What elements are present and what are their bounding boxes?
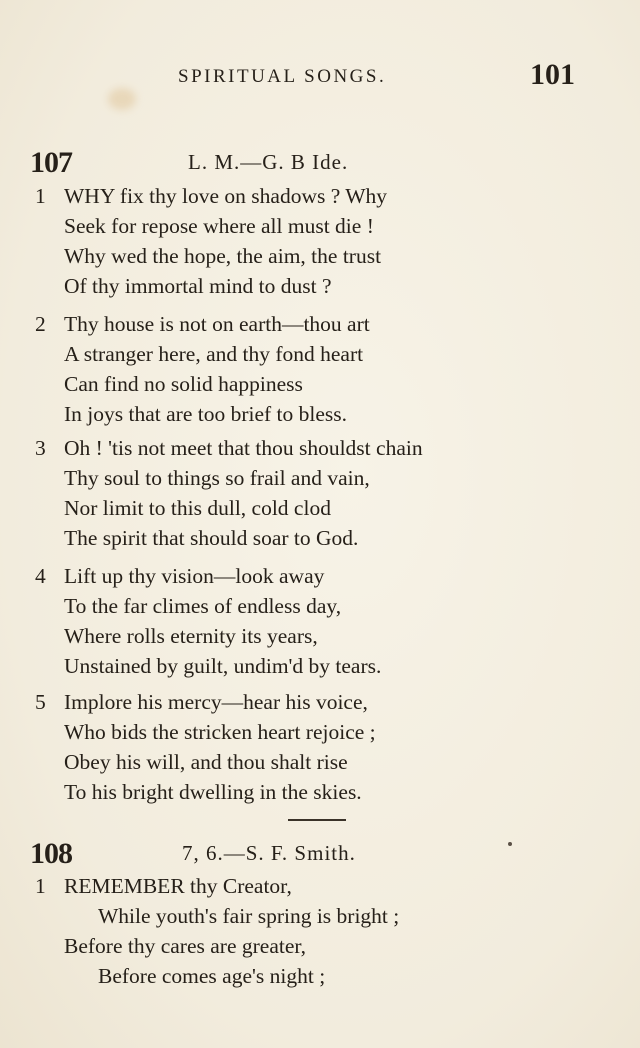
verse-line xyxy=(30,777,610,807)
verse-line xyxy=(30,433,610,463)
hymn-number: 108 xyxy=(30,837,72,870)
hymn-107-heading xyxy=(30,146,630,180)
verse-line-text: Can find no solid happiness xyxy=(64,372,303,396)
verse-number: 4 xyxy=(35,564,46,588)
hymn-meter-author: L. M.—G. B Ide. xyxy=(188,150,349,174)
verse-line-text: Before comes age's night ; xyxy=(98,964,326,988)
verse-line-text: Thy soul to things so frail and vain, xyxy=(64,466,370,490)
verse-line-text: While youth's fair spring is bright ; xyxy=(98,904,400,928)
section-divider xyxy=(288,819,346,821)
verse-line xyxy=(30,931,610,961)
verse-line-text: Who bids the stricken heart rejoice ; xyxy=(64,720,376,744)
hymn-107-verse-1 xyxy=(30,181,610,301)
hymn-107-verse-2 xyxy=(30,309,610,429)
verse-line xyxy=(30,309,610,339)
verse-line xyxy=(30,961,610,991)
hymn-107-verse-4 xyxy=(30,561,610,681)
verse-number: 3 xyxy=(35,436,46,460)
verse-line xyxy=(30,463,610,493)
verse-line-text: Why wed the hope, the aim, the trust xyxy=(64,244,382,268)
running-title: SPIRITUAL SONGS. xyxy=(178,66,387,87)
hymn-meter-author: 7, 6.—S. F. Smith. xyxy=(182,841,356,865)
verse-line-text: To the far climes of endless day, xyxy=(64,594,342,618)
verse-line-text: Implore his mercy—hear his voice, xyxy=(64,690,368,714)
verse-line-text: Before thy cares are greater, xyxy=(64,934,307,958)
verse-line-text: Obey his will, and thou shalt rise xyxy=(64,750,348,774)
verse-line xyxy=(30,561,610,591)
verse-line-text: Where rolls eternity its years, xyxy=(64,624,318,648)
verse-number: 1 xyxy=(35,184,46,208)
verse-line-text: In joys that are too brief to bless. xyxy=(64,402,348,426)
verse-line-text: To his bright dwelling in the skies. xyxy=(64,780,362,804)
paper-stain xyxy=(108,88,136,110)
verse-line xyxy=(30,717,610,747)
verse-line-text: Lift up thy vision—look away xyxy=(64,564,325,588)
print-speck xyxy=(508,842,512,846)
verse-line-text: Thy house is not on earth—thou art xyxy=(64,312,370,336)
verse-line-text: WHY fix thy love on shadows ? Why xyxy=(64,184,388,208)
hymn-107-verse-3 xyxy=(30,433,610,553)
verse-line xyxy=(30,901,610,931)
verse-line xyxy=(30,651,610,681)
verse-line xyxy=(30,871,610,901)
verse-line xyxy=(30,241,610,271)
verse-line-text: Of thy immortal mind to dust ? xyxy=(64,274,332,298)
verse-line xyxy=(30,591,610,621)
verse-line xyxy=(30,271,610,301)
verse-line xyxy=(30,211,610,241)
verse-line-text: Oh ! 'tis not meet that thou shouldst chain xyxy=(64,436,423,460)
verse-line xyxy=(30,339,610,369)
hymn-107-verse-5 xyxy=(30,687,610,807)
verse-line xyxy=(30,181,610,211)
verse-line-text: The spirit that should soar to God. xyxy=(64,526,359,550)
verse-number: 5 xyxy=(35,690,46,714)
verse-line xyxy=(30,621,610,651)
verse-line xyxy=(30,687,610,717)
verse-number: 2 xyxy=(35,312,46,336)
verse-line xyxy=(30,399,610,429)
verse-line-text: Unstained by guilt, undim'd by tears. xyxy=(64,654,382,678)
hymn-108-verse-1 xyxy=(30,871,610,991)
page-header xyxy=(0,58,640,98)
verse-line-text: REMEMBER thy Creator, xyxy=(64,874,292,898)
verse-line-text: Seek for repose where all must die ! xyxy=(64,214,374,238)
hymn-108-heading xyxy=(30,837,630,871)
verse-line-text: A stranger here, and thy fond heart xyxy=(64,342,364,366)
verse-line xyxy=(30,493,610,523)
verse-line-text: Nor limit to this dull, cold clod xyxy=(64,496,331,520)
page-number: 101 xyxy=(530,58,575,91)
verse-line xyxy=(30,369,610,399)
verse-number: 1 xyxy=(35,874,46,898)
verse-line xyxy=(30,523,610,553)
verse-line xyxy=(30,747,610,777)
hymn-number: 107 xyxy=(30,146,72,179)
